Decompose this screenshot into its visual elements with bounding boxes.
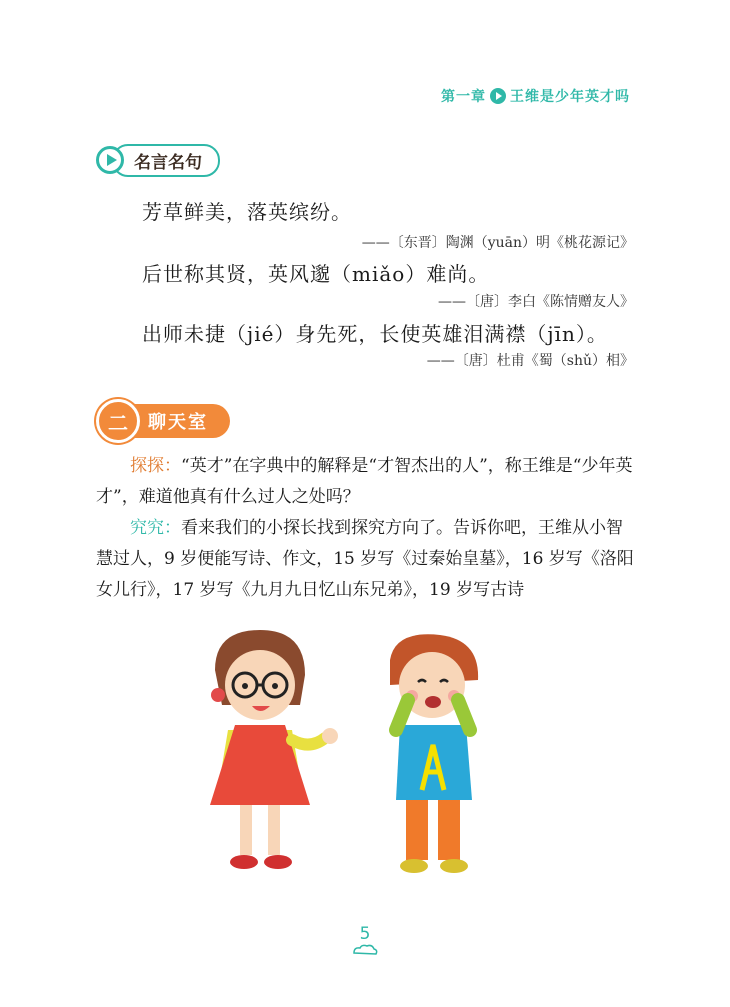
speaker-name: 探探： [130,456,181,476]
dialog-text: 看来我们的小探长找到探究方向了。告诉你吧，王维从小智慧过人，9 岁便能写诗、作文，15 岁写《过秦始皇墓》，16 岁写《洛阳女儿行》，17 岁写《九月九日忆山东兄弟》，19 岁写古诗 [96,518,634,600]
chapter-title: 王维是少年英才吗 [510,89,630,105]
boy-illustration [390,634,478,873]
quote-source: ——〔东晋〕陶渊（yuān）明《桃花源记》 [361,235,634,251]
dialog-line [96,451,636,513]
play-icon [96,146,124,174]
section-number-badge: 二 [96,399,140,443]
dialog-line [96,513,636,606]
chat-section-heading [96,399,230,443]
girl-illustration [210,630,338,869]
running-header [441,86,630,106]
chapter-label: 第一章 [441,89,486,105]
cartoon-illustration [200,630,500,880]
quote-text: 后世称其贤，英风邈（miǎo）难尚。 [142,262,490,286]
page-number: 5 [359,924,371,944]
cloud-ornament-icon [352,944,378,956]
quote-text: 出师未捷（jié）身先死，长使英雄泪满襟（jīn）。 [142,322,608,346]
play-icon [490,88,506,104]
quote-source: ——〔唐〕李白《陈情赠友人》 [438,294,634,310]
quote-text: 芳草鲜美，落英缤纷。 [142,200,352,224]
quotes-heading-label: 名言名句 [112,144,220,177]
chat-heading-label: 聊天室 [126,404,230,438]
quote-source: ——〔唐〕杜甫《蜀（shǔ）相》 [426,353,634,369]
speaker-name: 究究： [130,518,181,538]
quotes-section-heading [96,144,220,176]
dialog-text: “英才”在字典中的解释是“才智杰出的人”，称王维是“少年英才”，难道他真有什么过人之处吗？ [96,456,633,507]
